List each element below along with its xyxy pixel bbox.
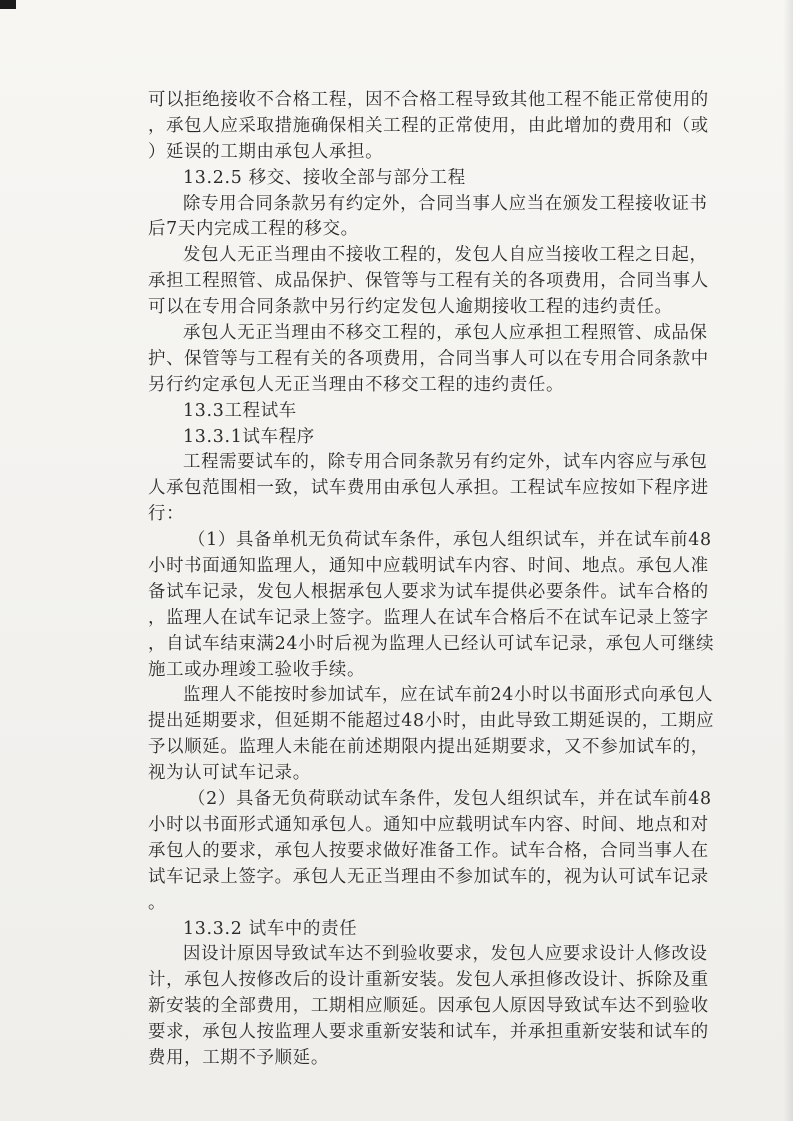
text-line: 新安装的全部费用，工期相应顺延。因承包人原因导致试车达不到验收 bbox=[148, 996, 709, 1017]
text-line: 费用，工期不予顺延。 bbox=[148, 1047, 329, 1068]
page-edge-shadow bbox=[783, 0, 793, 1121]
text-line: 视为认可试车记录。 bbox=[148, 763, 311, 784]
text-line: 护、保管等与工程有关的各项费用，合同当事人可以在专用合同条款中 bbox=[148, 348, 709, 369]
text-line: 后7天内完成工程的移交。 bbox=[148, 219, 359, 240]
text-line: 予以顺延。监理人未能在前述期限内提出延期要求，又不参加试车的， bbox=[148, 737, 709, 758]
text-line: 可以在专用合同条款中另行约定发包人逾期接收工程的违约责任。 bbox=[148, 297, 673, 318]
text-line: 计，承包人按修改后的设计重新安装。发包人承担修改设计、拆除及重 bbox=[148, 970, 709, 991]
text-line: 13.3.1试车程序 bbox=[183, 426, 315, 447]
scan-corner-mark bbox=[0, 0, 16, 9]
text-line: 试车记录上签字。承包人无正当理由不参加试车的，视为认可试车记录 bbox=[148, 866, 709, 887]
text-line: 另行约定承包人无正当理由不移交工程的违约责任。 bbox=[148, 374, 565, 395]
text-line: 小时书面通知监理人，通知中应载明试车内容、时间、地点。承包人准 bbox=[148, 556, 709, 577]
text-line: 13.2.5 移交、接收全部与部分工程 bbox=[183, 167, 466, 188]
text-line: 承包人的要求，承包人按要求做好准备工作。试车合格，合同当事人在 bbox=[148, 840, 709, 861]
text-line: 人承包范围相一致，试车费用由承包人承担。工程试车应按如下程序进 bbox=[148, 478, 709, 499]
text-line: 可以拒绝接收不合格工程，因不合格工程导致其他工程不能正常使用的 bbox=[148, 90, 709, 110]
text-line: 。 bbox=[148, 892, 167, 913]
text-line: 13.3.2 试车中的责任 bbox=[183, 918, 358, 939]
text-line: 提出延期要求，但延期不能超过48小时，由此导致工期延误的，工期应 bbox=[148, 711, 715, 732]
text-line: 承担工程照管、成品保护、保管等与工程有关的各项费用，合同当事人 bbox=[148, 271, 709, 292]
text-line: 工程需要试车的，除专用合同条款另有约定外，试车内容应与承包 bbox=[183, 452, 708, 473]
text-line: 因设计原因导致试车达不到验收要求，发包人应要求设计人修改设 bbox=[183, 944, 708, 965]
text-line: （2）具备无负荷联动试车条件，发包人组织试车，并在试车前48 bbox=[188, 789, 712, 810]
text-line: 承包人无正当理由不移交工程的，承包人应承担工程照管、成品保 bbox=[183, 323, 708, 344]
text-line: 要求，承包人按监理人要求重新安装和试车，并承担重新安装和试车的 bbox=[148, 1022, 709, 1043]
text-line: 行： bbox=[148, 504, 185, 525]
text-line: 监理人不能按时参加试车，应在试车前24小时以书面形式向承包人 bbox=[183, 685, 714, 706]
text-line: 除专用合同条款另有约定外，合同当事人应当在颁发工程接收证书 bbox=[183, 193, 708, 214]
text-line: 13.3工程试车 bbox=[183, 400, 297, 421]
document-body bbox=[148, 88, 753, 1072]
text-line: ，自试车结束满24小时后视为监理人已经认可试车记录，承包人可继续 bbox=[148, 633, 715, 654]
text-line: 备试车记录，发包人根据承包人要求为试车提供必要条件。试车合格的 bbox=[148, 581, 709, 602]
text-line: 发包人无正当理由不接收工程的，发包人自应当接收工程之日起， bbox=[183, 245, 708, 266]
text-line: 施工或办理竣工验收手续。 bbox=[148, 659, 366, 680]
text-line: ，监理人在试车记录上签字。监理人在试车合格后不在试车记录上签字 bbox=[148, 607, 709, 628]
text-line: 小时以书面形式通知承包人。通知中应载明试车内容、时间、地点和对 bbox=[148, 814, 709, 835]
text-line: ，承包人应采取措施确保相关工程的正常使用，由此增加的费用和（或 bbox=[148, 115, 709, 136]
text-line: ）延误的工期由承包人承担。 bbox=[148, 141, 384, 162]
text-line: （1）具备单机无负荷试车条件，承包人组织试车，并在试车前48 bbox=[188, 530, 712, 551]
